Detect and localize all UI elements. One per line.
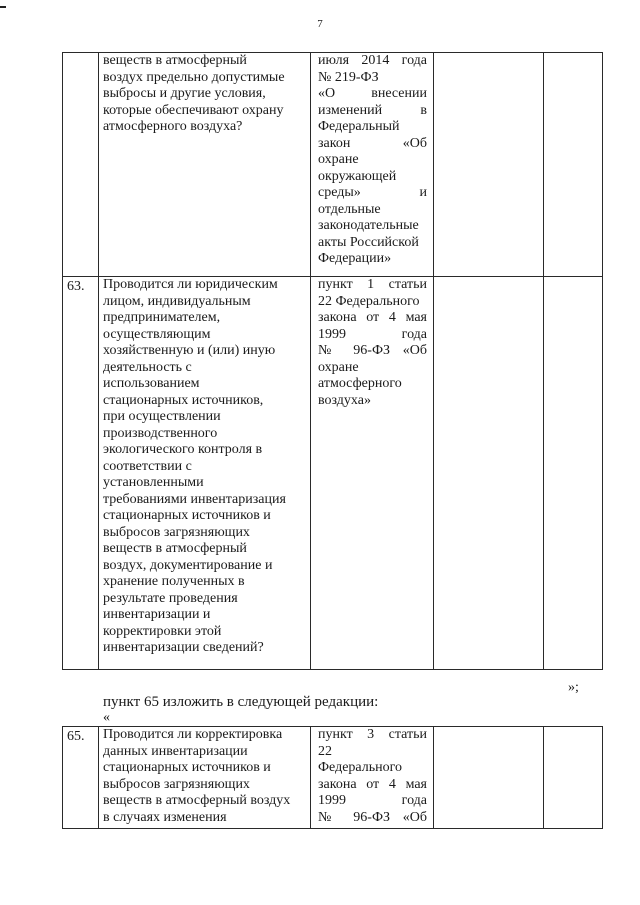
reference-line: пункт 3 статьи xyxy=(318,727,427,742)
reference-line: акты Российской xyxy=(318,234,419,250)
reference-line: закона от 4 мая xyxy=(318,310,427,325)
reference-line: пункт 1 статьи xyxy=(318,277,427,292)
row-number-cell: 65. xyxy=(63,727,99,829)
reference-line: законодательные xyxy=(318,218,419,233)
empty-note-cell xyxy=(544,53,603,277)
legal-reference-cell xyxy=(311,277,434,670)
empty-answer-cell xyxy=(434,727,544,829)
reference-line: «О внесении xyxy=(318,86,427,101)
reference-line: 22 xyxy=(318,743,332,759)
reference-line: закон «Об xyxy=(318,135,427,151)
empty-answer-cell xyxy=(434,277,544,670)
table-row xyxy=(63,277,603,670)
legal-reference-cell xyxy=(311,53,434,277)
row-number-cell: 63. xyxy=(63,277,99,670)
reference-line: 1999 года xyxy=(318,326,427,342)
checklist-table-amended xyxy=(62,726,603,829)
empty-answer-cell xyxy=(434,53,544,277)
reference-line: окружающей xyxy=(318,168,397,184)
reference-line: среды» и xyxy=(318,185,427,200)
amendment-instruction: пункт 65 изложить в следующей редакции: xyxy=(103,694,379,710)
reference-line: охране xyxy=(318,152,359,167)
checklist-table-continued xyxy=(62,52,603,670)
reference-line: Федеральный xyxy=(318,119,400,134)
table-row xyxy=(63,53,603,277)
reference-line: закона от 4 мая xyxy=(318,776,427,792)
reference-line: № 96-ФЗ «Об xyxy=(318,809,427,825)
reference-line: атмосферного xyxy=(318,376,402,391)
question-cell: Проводится ли юридическим лицом, индивидуальным предпринимателем, осуществляющим хозяйственную и (или) иную деятельность с использованием стационарных источников, при осуществлении производственного экологического контроля в соответствии с установленными требованиями инвентаризация стационарных источников и выбросов загрязняющих веществ в атмосферный воздух, документирование и хранение полученных в результате проведения инвентаризации и корректировки этой инвентаризации сведений? xyxy=(99,277,311,670)
opening-quote: « xyxy=(103,710,110,725)
empty-note-cell xyxy=(544,727,603,829)
closing-quote: »; xyxy=(568,680,579,695)
table-row xyxy=(63,727,603,829)
reference-line: июля 2014 года xyxy=(318,53,427,68)
reference-line: охране xyxy=(318,359,359,375)
row-number-cell xyxy=(63,53,99,277)
reference-line: Федерального xyxy=(318,760,403,775)
page-number: 7 xyxy=(317,18,323,30)
reference-line: 22 Федерального xyxy=(318,293,420,309)
question-cell: Проводится ли корректировка данных инвентаризации стационарных источников и выбросов загрязняющих веществ в атмосферный воздух в случаях изменения xyxy=(99,727,311,829)
reference-line: № 219-ФЗ xyxy=(318,69,379,85)
question-cell: веществ в атмосферный воздух предельно допустимые выбросы и другие условия, которые обеспечивают охрану атмосферного воздуха? xyxy=(99,53,311,277)
reference-line: № 96-ФЗ «Об xyxy=(318,343,427,358)
legal-reference-cell xyxy=(311,727,434,829)
reference-line: Федерации» xyxy=(318,251,392,266)
reference-line: отдельные xyxy=(318,201,381,217)
scan-edge-mark xyxy=(0,6,6,8)
reference-line: 1999 года xyxy=(318,793,427,808)
reference-line: воздуха» xyxy=(318,392,371,408)
empty-note-cell xyxy=(544,277,603,670)
reference-line: изменений в xyxy=(318,102,427,118)
